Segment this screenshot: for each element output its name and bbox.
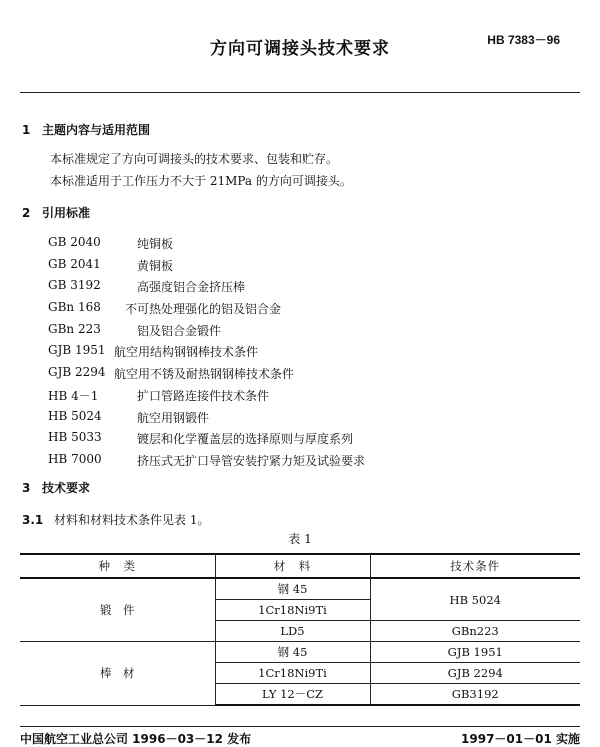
spec-cell: GJB 1951 — [370, 642, 580, 663]
section-number: 2 — [22, 206, 31, 220]
reference-item — [48, 321, 222, 344]
reference-code: GBn 223 — [48, 321, 101, 336]
table-header-row — [20, 554, 580, 578]
header-material: 材 料 — [215, 554, 370, 578]
header-rule — [20, 92, 580, 93]
material-cell: 1Cr18Ni9Ti — [215, 663, 370, 684]
reference-code: HB 5024 — [48, 408, 102, 423]
reference-title: 镀层和化学覆盖层的选择原则与厚度系列 — [137, 432, 354, 447]
reference-title: 不可热处理强化的铝及铝合金 — [125, 302, 282, 317]
kind-forging: 锻 件 — [20, 578, 215, 642]
table-row — [20, 642, 580, 663]
reference-title: 纯铜板 — [137, 237, 174, 251]
material-cell: 1Cr18Ni9Ti — [215, 600, 370, 621]
table-caption: 表 1 — [288, 532, 312, 546]
reference-list — [48, 235, 366, 474]
subsection-number: 3.1 — [22, 513, 44, 527]
reference-title: 扩口管路连接件技术条件 — [137, 388, 270, 403]
spec-cell: HB 5024 — [370, 578, 580, 621]
reference-item — [48, 300, 282, 322]
footer-rule — [20, 726, 580, 727]
reference-item — [48, 365, 295, 387]
section-3-heading — [22, 479, 90, 496]
section-title: 主题内容与适用范围 — [42, 123, 151, 137]
document-title: 方向可调接头技术要求 — [210, 39, 390, 59]
reference-item — [48, 430, 354, 452]
section-number: 1 — [22, 123, 31, 137]
reference-code: HB 4－1 — [48, 388, 99, 403]
reference-item — [48, 235, 174, 257]
reference-title: 铝及铝合金锻件 — [137, 323, 222, 338]
spec-cell: GB3192 — [370, 684, 580, 706]
spec-cell: GJB 2294 — [370, 663, 580, 684]
section-1-paragraph-2: 本标准适用于工作压力不大于 21MPa 的方向可调接头。 — [50, 174, 352, 188]
reference-code: GJB 1951 — [48, 343, 106, 358]
section-2-heading — [22, 204, 90, 221]
reference-code: GJB 2294 — [48, 365, 106, 380]
reference-title: 挤压式无扩口导管安装拧紧力矩及试验要求 — [137, 453, 366, 468]
section-title: 技术要求 — [42, 481, 91, 495]
reference-code: GB 2041 — [48, 256, 101, 271]
reference-item — [48, 278, 246, 300]
reference-code: HB 7000 — [48, 451, 102, 466]
subsection-text: 材料和材料技术条件见表 1。 — [54, 513, 210, 527]
spec-cell: GBn223 — [370, 621, 580, 642]
material-cell: 钢 45 — [215, 642, 370, 663]
footer-issued: 中国航空工业总公司 1996－03－12 发布 — [20, 732, 252, 746]
reference-item — [48, 343, 259, 365]
reference-code: HB 5033 — [48, 430, 102, 445]
table-row — [20, 578, 580, 600]
section-1-paragraph-1: 本标准规定了方向可调接头的技术要求、包装和贮存。 — [50, 152, 339, 166]
reference-code: GBn 168 — [48, 300, 101, 315]
reference-code: GB 3192 — [48, 278, 101, 293]
section-number: 3 — [22, 481, 31, 495]
reference-title: 航空用不锈及耐热钢钢棒技术条件 — [114, 367, 295, 382]
reference-code: GB 2040 — [48, 235, 101, 249]
reference-item — [48, 408, 210, 431]
material-cell: LY 12－CZ — [215, 684, 370, 706]
reference-title: 高强度铝合金挤压棒 — [137, 280, 246, 295]
reference-title: 黄铜板 — [137, 258, 174, 273]
subsection-3-1 — [22, 511, 209, 528]
kind-bar: 棒 材 — [20, 642, 215, 706]
reference-item — [48, 387, 270, 409]
header-spec: 技术条件 — [370, 554, 580, 578]
reference-title: 航空用钢锻件 — [137, 410, 210, 425]
material-cell: 钢 45 — [215, 578, 370, 600]
material-cell: LD5 — [215, 621, 370, 642]
section-title: 引用标准 — [42, 206, 91, 220]
materials-table — [20, 553, 580, 706]
footer-effective: 1997－01－01 实施 — [461, 732, 580, 746]
section-1-heading — [22, 121, 150, 138]
reference-item — [48, 451, 366, 474]
reference-item — [48, 256, 174, 279]
document-number: HB 7383－96 — [487, 33, 560, 47]
reference-title: 航空用结构钢钢棒技术条件 — [114, 345, 259, 360]
header-kind: 种 类 — [20, 554, 215, 578]
